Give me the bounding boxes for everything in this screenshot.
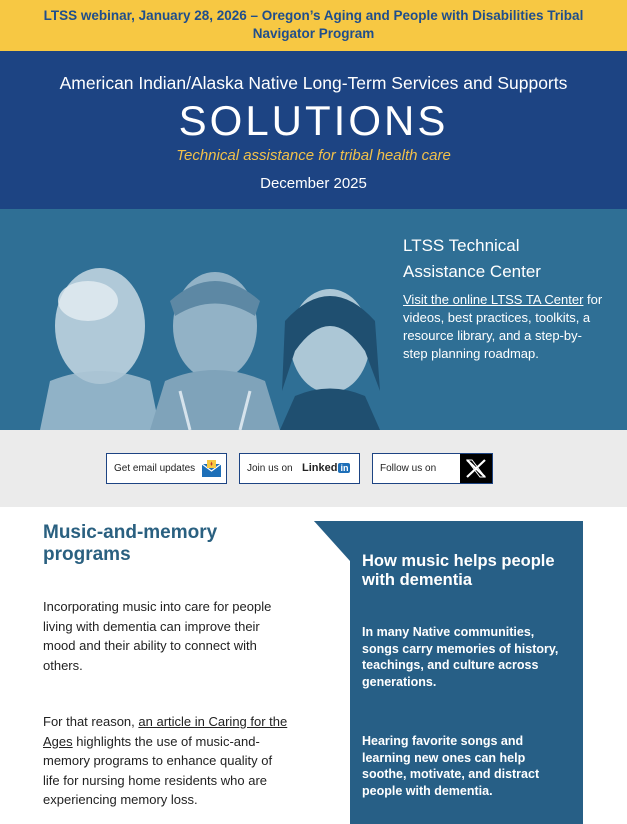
ta-center-body-text: for videos, best practices, toolkits, a resource library, and a step-by-step planning roadmap. [403, 292, 603, 361]
ta-center-title: LTSS Technical Assistance Center [403, 236, 541, 281]
webinar-banner [0, 0, 627, 51]
newsletter-title: SOLUTIONS [178, 97, 449, 144]
article-paragraph-2-prefix: For that reason, [43, 714, 139, 729]
newsletter-header [0, 51, 627, 209]
x-follow-prefix: Follow us on [380, 463, 437, 474]
sidebar-callout [314, 521, 583, 824]
envelope-icon [201, 458, 222, 479]
article-title: Music-and-memory programs [43, 522, 218, 565]
email-updates-button[interactable] [106, 453, 227, 484]
newsletter-tagline: Technical assistance for tribal health care [176, 147, 451, 164]
social-bar [0, 430, 627, 507]
article-paragraph-1: Incorporating music into care for people living with dementia can improve their mood and their ability to connect with others. [43, 599, 272, 673]
caring-for-the-ages-link[interactable]: an article in Caring for the Ages [43, 714, 288, 749]
article-paragraph-2-suffix: highlights the use of music-and-memory programs to enhance quality of life for nursing home residents who are experiencing memory loss. [43, 733, 273, 807]
linkedin-logo-box: in [340, 463, 349, 473]
sidebar-paragraph-1: In many Native communities, songs carry memories of history, teachings, and culture across generations. [362, 625, 559, 689]
linkedin-button[interactable] [239, 453, 360, 484]
sidebar-title: How music helps people with dementia [362, 552, 555, 589]
ta-center-link[interactable]: Visit the online LTSS TA Center [403, 292, 584, 307]
ta-center-description [403, 291, 603, 363]
hero-photo [40, 231, 395, 430]
linkedin-logo [302, 462, 350, 474]
article-paragraph-2 [43, 712, 291, 810]
sidebar-paragraph-2: Hearing favorite songs and learning new ones can help soothe, motivate, and distract people with dementia. [362, 734, 540, 798]
organization-name: American Indian/Alaska Native Long-Term Services and Supports [59, 73, 568, 93]
email-updates-label: Get email updates [114, 463, 196, 474]
x-follow-button[interactable] [372, 453, 493, 484]
linkedin-logo-word: Linked [302, 462, 338, 474]
issue-date: December 2025 [260, 175, 367, 192]
linkedin-prefix: Join us on [247, 463, 293, 474]
webinar-banner-link[interactable]: LTSS webinar, January 28, 2026 – Oregon’s Aging and People with Disabilities Tribal Navigator Program [43, 8, 584, 41]
x-logo-icon [456, 454, 492, 483]
hero-section [0, 209, 627, 430]
